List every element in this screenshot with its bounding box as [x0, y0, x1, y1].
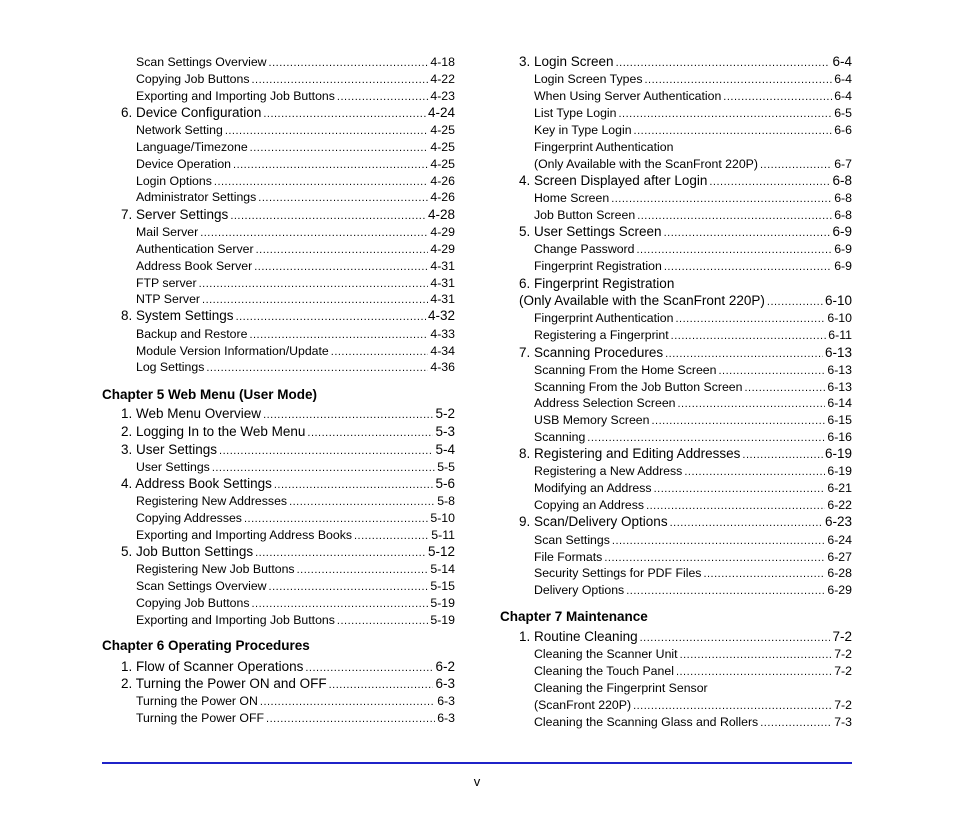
- toc-entry-title: Copying Job Buttons: [136, 72, 250, 87]
- dot-leader: [619, 108, 833, 120]
- toc-page-number: 6-22: [827, 498, 852, 513]
- dot-leader: [664, 227, 831, 239]
- dot-leader: [274, 479, 434, 491]
- chapter-heading: [500, 609, 852, 624]
- toc-entry-title: Log Settings: [136, 360, 205, 375]
- toc-page-number: 7-2: [832, 629, 852, 645]
- toc-entry-title: Backup and Restore: [136, 327, 248, 342]
- toc-entry-title: Registering New Addresses: [136, 494, 288, 509]
- toc-page-number: 6-8: [834, 191, 852, 206]
- toc-section-entry: [102, 207, 455, 222]
- toc-subsection-entry: [500, 72, 852, 86]
- toc-subsection-entry: [500, 242, 852, 256]
- dot-leader: [199, 278, 429, 290]
- toc-page-number: 4-24: [427, 105, 455, 121]
- toc-entry-title: Administrator Settings: [136, 190, 257, 205]
- toc-entry-title: Job Button Screen: [534, 208, 636, 223]
- toc-subsection-entry: [500, 311, 852, 325]
- toc-entry-title: 8. Registering and Editing Addresses: [519, 446, 741, 462]
- toc-page-number: 6-13: [827, 380, 852, 395]
- dot-leader: [297, 564, 429, 576]
- toc-section-entry: [500, 224, 852, 239]
- dot-leader: [723, 91, 832, 103]
- toc-page-number: 5-15: [430, 579, 455, 594]
- dot-leader: [680, 649, 833, 661]
- toc-page-number: 5-2: [435, 406, 455, 422]
- toc-subsection-entry: [500, 191, 852, 205]
- toc-entry-title: 7. Server Settings: [121, 207, 229, 223]
- toc-entry-title: Registering New Job Buttons: [136, 562, 295, 577]
- dot-leader: [675, 313, 825, 325]
- toc-page-number: 6-19: [827, 464, 852, 479]
- toc-page-number: 7-2: [834, 664, 852, 679]
- dot-leader: [604, 552, 825, 564]
- toc-section-entry: [102, 676, 455, 691]
- dot-leader: [676, 666, 832, 678]
- toc-entry-title: 9. Scan/Delivery Options: [519, 514, 668, 530]
- toc-page-number: 4-23: [430, 89, 455, 104]
- toc-subsection-entry: [102, 562, 455, 576]
- toc-subsection-entry: [500, 430, 852, 444]
- toc-entry-title: (ScanFront 220P): [534, 698, 632, 713]
- toc-subsection-entry: [102, 528, 455, 542]
- toc-page-number: 4-25: [430, 123, 455, 138]
- toc-entry-title: User Settings: [136, 460, 210, 475]
- dot-leader: [626, 585, 825, 597]
- toc-page-number: 6-4: [834, 89, 852, 104]
- toc-entry-title: Exporting and Importing Job Buttons: [136, 613, 335, 628]
- toc-subsection-entry: [102, 579, 455, 593]
- toc-subsection-entry: [102, 259, 455, 273]
- dot-leader: [256, 244, 429, 256]
- toc-subsection-entry: [500, 583, 852, 597]
- toc-entry-title: Change Password: [534, 242, 635, 257]
- toc-subsection-entry: [500, 647, 852, 661]
- dot-leader: [709, 176, 830, 188]
- toc-page-number: 7-2: [834, 698, 852, 713]
- toc-page-number: 6-4: [834, 72, 852, 87]
- toc-entry-title: USB Memory Screen: [534, 413, 650, 428]
- toc-entry-title: (Only Available with the ScanFront 220P): [519, 293, 765, 309]
- dot-leader: [719, 365, 826, 377]
- toc-entry-title: File Formats: [534, 550, 603, 565]
- toc-page-number: 4-34: [430, 344, 455, 359]
- toc-entry-title: Copying an Address: [534, 498, 645, 513]
- toc-entry-title: Fingerprint Registration: [534, 259, 662, 274]
- toc-page-number: 5-10: [430, 511, 455, 526]
- toc-entry-title: Turning the Power OFF: [136, 711, 265, 726]
- toc-subsection-entry: [102, 494, 455, 508]
- toc-page-number: 6-8: [832, 173, 852, 189]
- toc-subsection-entry: [500, 380, 852, 394]
- toc-page-number: 6-21: [827, 481, 852, 496]
- toc-section-entry: [102, 442, 455, 457]
- toc-entry-title: Device Operation: [136, 157, 232, 172]
- toc-subsection-entry: [500, 106, 852, 120]
- toc-subsection-entry: [500, 533, 852, 547]
- toc-page-number: 5-5: [437, 460, 455, 475]
- toc-subsection-entry: [102, 327, 455, 341]
- toc-subsection-entry: [500, 715, 852, 729]
- toc-entry-title: Scanning: [534, 430, 586, 445]
- dot-leader: [260, 696, 435, 708]
- toc-entry-title: FTP server: [136, 276, 197, 291]
- dot-leader: [269, 581, 429, 593]
- toc-entry-title: Copying Job Buttons: [136, 596, 250, 611]
- dot-leader: [305, 662, 433, 674]
- toc-entry-title: 6. Device Configuration: [121, 105, 262, 121]
- dot-leader: [670, 517, 823, 529]
- toc-entry-title: Registering a Fingerprint: [534, 328, 669, 343]
- toc-subsection-entry: [102, 460, 455, 474]
- toc-subsection-entry: [500, 664, 852, 678]
- toc-subsection-entry: [500, 396, 852, 410]
- toc-section-entry: [500, 173, 852, 188]
- chapter-heading: [102, 387, 455, 402]
- toc-page-number: 6-9: [834, 259, 852, 274]
- dot-leader: [289, 496, 435, 508]
- toc-entry-title: Scan Settings Overview: [136, 55, 267, 70]
- toc-page-number: 6-23: [824, 514, 852, 530]
- toc-entry-title: 1. Web Menu Overview: [121, 406, 262, 422]
- toc-page-number: 4-28: [427, 207, 455, 223]
- toc-subsection-entry: [102, 157, 455, 171]
- toc-section-entry: [102, 659, 455, 674]
- toc-entry-title: List Type Login: [534, 106, 617, 121]
- dot-leader: [684, 466, 825, 478]
- dot-leader: [652, 415, 826, 427]
- toc-entry-title: Chapter 7 Maintenance: [500, 609, 648, 625]
- dot-leader: [654, 483, 826, 495]
- toc-page-number: 4-32: [427, 308, 455, 324]
- toc-page-number: 6-13: [824, 345, 852, 361]
- toc-entry-title: Turning the Power ON: [136, 694, 258, 709]
- toc-page-number: 5-11: [431, 528, 455, 543]
- toc-entry-title: Delivery Options: [534, 583, 625, 598]
- toc-page-number: 5-4: [435, 442, 455, 458]
- toc-section-entry: [500, 514, 852, 529]
- toc-section-entry: [500, 345, 852, 360]
- dot-leader: [236, 311, 426, 323]
- toc-entry-title: 4. Screen Displayed after Login: [519, 173, 708, 189]
- toc-page-number: 5-14: [430, 562, 455, 577]
- toc-section-entry: [102, 406, 455, 421]
- toc-entry-title: Login Screen Types: [534, 72, 643, 87]
- chapter-heading: [102, 638, 455, 653]
- toc-subsection-entry: [500, 464, 852, 478]
- dot-leader: [254, 261, 428, 273]
- toc-entry-title: Copying Addresses: [136, 511, 242, 526]
- dot-leader: [760, 159, 832, 171]
- toc-entry-title: 8. System Settings: [121, 308, 234, 324]
- toc-page-number: 5-3: [435, 424, 455, 440]
- toc-section-entry: [102, 544, 455, 559]
- toc-subsection-entry: [102, 140, 455, 154]
- toc-subsection-entry: [102, 89, 455, 103]
- toc-subsection-entry: [102, 596, 455, 610]
- dot-leader: [637, 210, 832, 222]
- toc-page-number: 6-28: [827, 566, 852, 581]
- toc-entry-title: Security Settings for PDF Files: [534, 566, 702, 581]
- toc-page-number: 6-2: [435, 659, 455, 675]
- toc-entry-title: 3. User Settings: [121, 442, 218, 458]
- dot-leader: [646, 500, 825, 512]
- dot-leader: [251, 598, 428, 610]
- toc-subsection-entry: [102, 511, 455, 525]
- toc-entry-title: 1. Flow of Scanner Operations: [121, 659, 304, 675]
- toc-page-number: 6-8: [834, 208, 852, 223]
- toc-entry-title: Home Screen: [534, 191, 610, 206]
- toc-entry-title: Exporting and Importing Job Buttons: [136, 89, 335, 104]
- toc-page-number: 6-10: [824, 293, 852, 309]
- toc-subsection-entry: [102, 276, 455, 290]
- dot-leader: [214, 176, 428, 188]
- toc-page-number: 4-26: [430, 174, 455, 189]
- toc-entry-title: When Using Server Authentication: [534, 89, 722, 104]
- toc-subsection-entry: [500, 123, 852, 137]
- toc-page-number: 6-6: [834, 123, 852, 138]
- dot-leader: [742, 449, 823, 461]
- toc-subsection-entry: [102, 72, 455, 86]
- dot-leader: [633, 700, 832, 712]
- toc-page-number: 4-26: [430, 190, 455, 205]
- dot-leader: [329, 679, 434, 691]
- toc-entry-title: Registering a New Address: [534, 464, 683, 479]
- toc-subsection-entry: [500, 698, 852, 712]
- dot-leader: [337, 91, 428, 103]
- toc-page-number: 6-16: [827, 430, 852, 445]
- toc-entry-title: 2. Turning the Power ON and OFF: [121, 676, 327, 692]
- toc-section-entry-continued: [500, 293, 852, 308]
- toc-entry-title: 5. Job Button Settings: [121, 544, 254, 560]
- dot-leader: [263, 108, 426, 120]
- toc-entry-title: Module Version Information/Update: [136, 344, 329, 359]
- toc-section-entry: [500, 629, 852, 644]
- toc-page-number: 6-5: [834, 106, 852, 121]
- dot-leader: [337, 615, 428, 627]
- toc-page-number: 6-10: [827, 311, 852, 326]
- dot-leader: [671, 330, 827, 342]
- toc-page-number: 6-24: [827, 533, 852, 548]
- toc-entry-title: 6. Fingerprint Registration: [519, 276, 675, 292]
- toc-section-entry: [500, 276, 852, 291]
- toc-page-number: 5-6: [435, 476, 455, 492]
- toc-entry-title: Fingerprint Authentication: [534, 311, 674, 326]
- dot-leader: [587, 432, 825, 444]
- toc-page-number: 5-19: [430, 596, 455, 611]
- toc-section-entry: [102, 476, 455, 491]
- toc-entry-title: (Only Available with the ScanFront 220P): [534, 157, 758, 172]
- dot-leader: [307, 427, 433, 439]
- toc-entry-title: Authentication Server: [136, 242, 254, 257]
- dot-leader: [250, 142, 429, 154]
- toc-entry-title: Address Book Server: [136, 259, 253, 274]
- toc-subsection-entry: [102, 613, 455, 627]
- toc-subsection-entry: [102, 225, 455, 239]
- toc-entry-title: 4. Address Book Settings: [121, 476, 272, 492]
- toc-page-number: 4-25: [430, 140, 455, 155]
- toc-subsection-entry: [500, 363, 852, 377]
- toc-entry-title: Address Selection Screen: [534, 396, 676, 411]
- dot-leader: [703, 568, 825, 580]
- toc-subsection-entry: [500, 681, 852, 695]
- dot-leader: [212, 462, 435, 474]
- toc-section-entry: [102, 105, 455, 120]
- dot-leader: [760, 717, 832, 729]
- toc-page-number: 6-27: [827, 550, 852, 565]
- dot-leader: [354, 530, 429, 542]
- toc-page-number: 7-2: [834, 647, 852, 662]
- toc-page-number: 6-13: [827, 363, 852, 378]
- toc-subsection-entry: [500, 157, 852, 171]
- toc-page-number: 4-31: [430, 292, 455, 307]
- footer-rule: [102, 762, 852, 764]
- toc-section-entry: [500, 54, 852, 69]
- toc-page-number: 4-29: [430, 225, 455, 240]
- toc-subsection-entry: [102, 190, 455, 204]
- toc-entry-title: Exporting and Importing Address Books: [136, 528, 352, 543]
- dot-leader: [258, 192, 428, 204]
- dot-leader: [664, 261, 832, 273]
- toc-entry-title: Cleaning the Touch Panel: [534, 664, 674, 679]
- dot-leader: [202, 294, 428, 306]
- toc-entry-title: Network Setting: [136, 123, 223, 138]
- toc-subsection-entry: [102, 242, 455, 256]
- dot-leader: [665, 348, 823, 360]
- toc-page-number: 6-3: [437, 694, 455, 709]
- toc-subsection-entry: [102, 123, 455, 137]
- toc-page-number: 4-31: [430, 276, 455, 291]
- toc-page-number: 6-3: [437, 711, 455, 726]
- toc-entry-title: Cleaning the Scanning Glass and Rollers: [534, 715, 759, 730]
- toc-entry-title: Cleaning the Scanner Unit: [534, 647, 678, 662]
- dot-leader: [634, 125, 833, 137]
- toc-subsection-entry: [102, 292, 455, 306]
- toc-entry-title: Language/Timezone: [136, 140, 248, 155]
- toc-subsection-entry: [500, 566, 852, 580]
- dot-leader: [206, 362, 428, 374]
- toc-page-number: 4-22: [430, 72, 455, 87]
- toc-subsection-entry: [500, 481, 852, 495]
- toc-entry-title: Chapter 6 Operating Procedures: [102, 638, 310, 654]
- toc-entry-title: 3. Login Screen: [519, 54, 614, 70]
- toc-subsection-entry: [102, 344, 455, 358]
- dot-leader: [233, 159, 428, 171]
- toc-subsection-entry: [102, 174, 455, 188]
- toc-entry-title: 2. Logging In to the Web Menu: [121, 424, 306, 440]
- toc-subsection-entry: [500, 498, 852, 512]
- toc-section-entry: [102, 308, 455, 323]
- dot-leader: [225, 125, 429, 137]
- dot-leader: [269, 57, 429, 69]
- toc-page-number: 6-3: [435, 676, 455, 692]
- toc-subsection-entry: [500, 328, 852, 342]
- dot-leader: [230, 210, 426, 222]
- page-number: v: [473, 774, 481, 789]
- toc-entry-title: Chapter 5 Web Menu (User Mode): [102, 387, 318, 403]
- toc-page-number: 4-33: [430, 327, 455, 342]
- toc-page-number: 6-9: [834, 242, 852, 257]
- toc-page-number: 4-36: [430, 360, 455, 375]
- toc-subsection-entry: [102, 694, 455, 708]
- toc-page-number: 7-3: [834, 715, 852, 730]
- toc-subsection-entry: [102, 711, 455, 725]
- toc-subsection-entry: [500, 259, 852, 273]
- toc-entry-title: Fingerprint Authentication: [534, 140, 674, 155]
- toc-subsection-entry: [102, 55, 455, 69]
- toc-section-entry: [102, 424, 455, 439]
- dot-leader: [255, 547, 426, 559]
- toc-page-number: 6-19: [824, 446, 852, 462]
- toc-page-number: 4-18: [430, 55, 455, 70]
- dot-leader: [644, 74, 832, 86]
- dot-leader: [200, 227, 428, 239]
- toc-subsection-entry: [500, 89, 852, 103]
- toc-page-number: 6-14: [827, 396, 852, 411]
- toc-entry-title: 5. User Settings Screen: [519, 224, 662, 240]
- toc-subsection-entry: [500, 550, 852, 564]
- toc-page-number: 4-31: [430, 259, 455, 274]
- dot-leader: [636, 244, 832, 256]
- toc-subsection-entry: [500, 208, 852, 222]
- toc-entry-title: Modifying an Address: [534, 481, 652, 496]
- dot-leader: [612, 535, 825, 547]
- toc-subsection-entry: [500, 140, 852, 154]
- toc-subsection-entry: [500, 413, 852, 427]
- toc-page-number: 5-19: [430, 613, 455, 628]
- dot-leader: [266, 713, 435, 725]
- toc-page-number: 5-8: [437, 494, 455, 509]
- toc-entry-title: Scan Settings Overview: [136, 579, 267, 594]
- dot-leader: [244, 513, 428, 525]
- toc-section-entry: [500, 446, 852, 461]
- toc-entry-title: 7. Scanning Procedures: [519, 345, 664, 361]
- toc-page-number: 4-29: [430, 242, 455, 257]
- toc-page-number: 6-11: [828, 328, 852, 343]
- dot-leader: [744, 382, 825, 394]
- dot-leader: [249, 329, 428, 341]
- toc-page-number: 6-9: [832, 224, 852, 240]
- dot-leader: [251, 74, 428, 86]
- toc-page-number: 4-25: [430, 157, 455, 172]
- toc-page-number: 6-15: [827, 413, 852, 428]
- toc-entry-title: 1. Routine Cleaning: [519, 629, 638, 645]
- toc-page-number: 6-4: [832, 54, 852, 70]
- toc-page-number: 5-12: [427, 544, 455, 560]
- toc-entry-title: Scanning From the Job Button Screen: [534, 380, 743, 395]
- toc-page-number: 6-29: [827, 583, 852, 598]
- toc-entry-title: Scan Settings: [534, 533, 610, 548]
- dot-leader: [767, 296, 823, 308]
- dot-leader: [331, 346, 429, 358]
- dot-leader: [219, 445, 433, 457]
- toc-entry-title: Cleaning the Fingerprint Sensor: [534, 681, 708, 696]
- dot-leader: [640, 632, 831, 644]
- toc-entry-title: Scanning From the Home Screen: [534, 363, 717, 378]
- toc-entry-title: NTP Server: [136, 292, 201, 307]
- dot-leader: [678, 398, 826, 410]
- dot-leader: [263, 409, 433, 421]
- toc-entry-title: Login Options: [136, 174, 212, 189]
- toc-entry-title: Mail Server: [136, 225, 199, 240]
- toc-subsection-entry: [102, 360, 455, 374]
- toc-page-number: 6-7: [834, 157, 852, 172]
- toc-entry-title: Key in Type Login: [534, 123, 632, 138]
- dot-leader: [616, 57, 831, 69]
- dot-leader: [611, 193, 832, 205]
